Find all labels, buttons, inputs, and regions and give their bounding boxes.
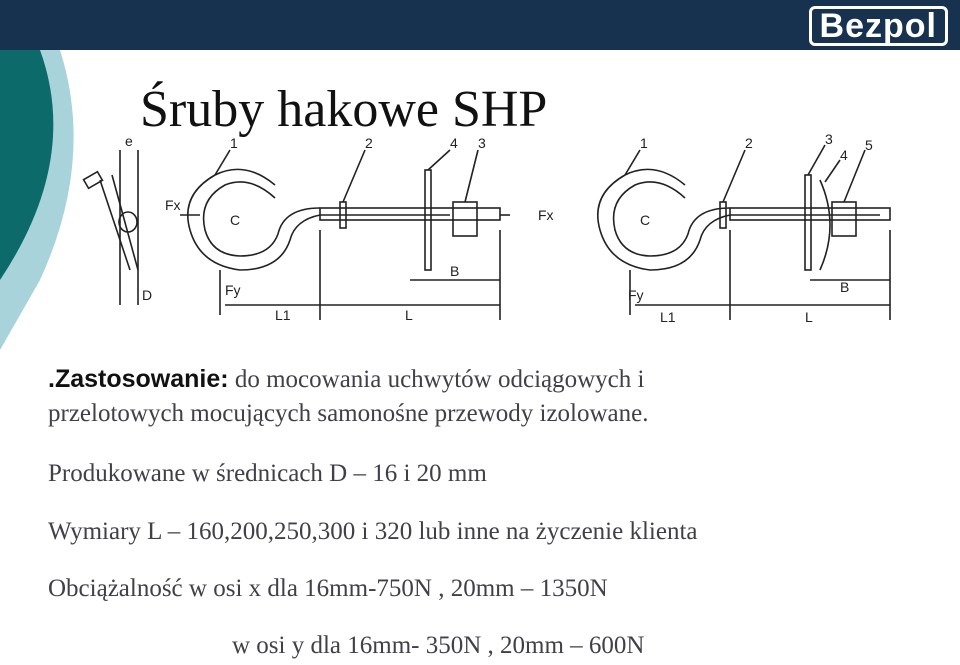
diameters-text: Produkowane w średnicach D – 16 i 20 mm bbox=[48, 460, 487, 487]
label-l-right: L bbox=[805, 309, 813, 325]
label-c-right: C bbox=[640, 212, 651, 228]
label-1-right: 1 bbox=[640, 135, 648, 151]
label-b-left: B bbox=[450, 263, 460, 279]
label-2-left: 2 bbox=[365, 135, 373, 151]
label-fy-left: Fy bbox=[225, 282, 241, 298]
usage-text-1: do mocowania uchwytów odciągowych i bbox=[234, 366, 645, 393]
label-l-left: L bbox=[405, 307, 413, 323]
label-4-right: 4 bbox=[840, 147, 848, 163]
label-b-right: B bbox=[840, 279, 850, 295]
label-fy-right: Fy bbox=[628, 287, 644, 303]
company-logo: Bezpol bbox=[809, 6, 948, 46]
label-5-right: 5 bbox=[865, 137, 873, 153]
usage-label: .Zastosowanie: bbox=[48, 365, 229, 393]
load-x-text: Obciążalność w osi x dla 16mm-750N , 20mm – 1350N bbox=[48, 575, 608, 602]
label-fx-right: Fx bbox=[538, 207, 554, 223]
dimensions-text: Wymiary L – 160,200,250,300 i 320 lub inne na życzenie klienta bbox=[48, 518, 698, 545]
label-1-left: 1 bbox=[230, 135, 238, 151]
technical-drawing bbox=[80, 130, 920, 340]
label-4-left: 4 bbox=[450, 135, 458, 151]
label-3-left: 3 bbox=[478, 135, 486, 151]
usage-line-1 bbox=[48, 365, 644, 394]
label-e: e bbox=[125, 133, 133, 149]
header-bar bbox=[0, 0, 960, 50]
load-y-text: w osi y dla 16mm- 350N , 20mm – 600N bbox=[232, 632, 645, 659]
label-d: D bbox=[142, 287, 153, 303]
label-fx-left: Fx bbox=[165, 197, 181, 213]
label-l1-left: L1 bbox=[275, 307, 291, 323]
label-c-left: C bbox=[230, 212, 241, 228]
label-3-right: 3 bbox=[825, 131, 833, 147]
page-title: Śruby hakowe SHP bbox=[140, 81, 548, 138]
label-l1-right: L1 bbox=[660, 309, 676, 325]
usage-line-2: przelotowych mocujących samonośne przewody izolowane. bbox=[48, 400, 649, 427]
label-2-right: 2 bbox=[745, 135, 753, 151]
